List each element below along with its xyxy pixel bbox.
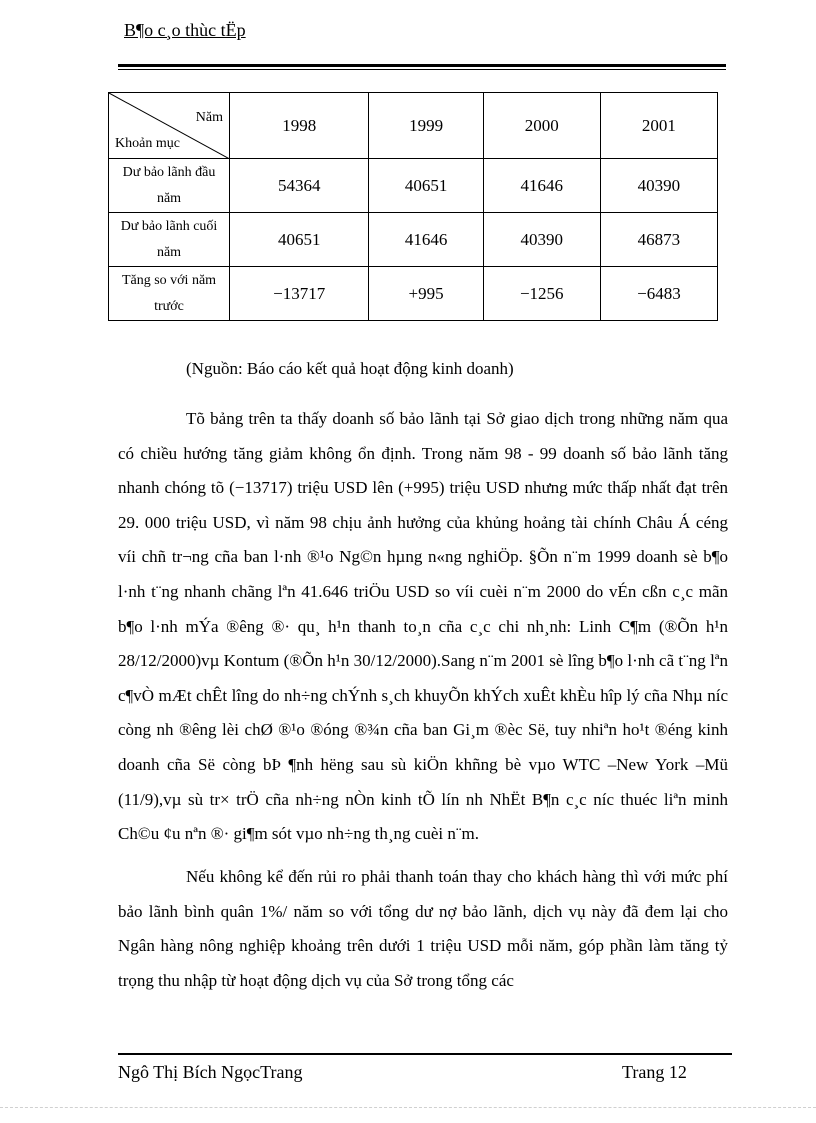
row-label: Dư bảo lãnh đầu năm: [109, 159, 230, 213]
year-header: 1999: [369, 93, 483, 159]
table-cell: −1256: [483, 267, 600, 321]
table-cell: 46873: [600, 213, 717, 267]
corner-item-label: Khoản mục: [115, 136, 180, 151]
table-cell: 40390: [600, 159, 717, 213]
table-cell: 40651: [369, 159, 483, 213]
body-paragraph-1: [118, 402, 728, 852]
body-paragraph-2: [118, 860, 728, 998]
year-header: 1998: [230, 93, 369, 159]
header-rule-thin: [118, 69, 726, 70]
table-cell: 41646: [483, 159, 600, 213]
table-cell: 54364: [230, 159, 369, 213]
guarantee-table: [108, 92, 718, 321]
table-row: [109, 213, 718, 267]
source-note: (Nguồn: Báo cáo kết quả hoạt động kinh doanh): [186, 359, 514, 378]
table-cell: −6483: [600, 267, 717, 321]
row-label: Tăng so với năm trước: [109, 267, 230, 321]
footer-page-number: Trang 12: [622, 1062, 687, 1082]
year-header: 2001: [600, 93, 717, 159]
corner-cell: [109, 93, 230, 159]
page-header-title: B¶o c¸o thùc tËp: [124, 20, 246, 40]
table-header-row: [109, 93, 718, 159]
paragraph-text: Nếu không kể đến rủi ro phải thanh toán thay cho khách hàng thì với mức phí bảo lãnh bình quân 1%/ năm so với tổng dư nợ bảo lãnh, dịch vụ này đã đem lại cho Ngân hàng nông nghiệp khoảng trên dưới 1 triệu USD mỗi năm, góp phần làm tăng tỷ trọng thu nhập từ hoạt động dịch vụ của Sở trong tổng các: [118, 867, 728, 990]
table-cell: 41646: [369, 213, 483, 267]
table-cell: −13717: [230, 267, 369, 321]
table-row: [109, 267, 718, 321]
footer-rule: [118, 1053, 732, 1055]
row-label: Dư bảo lãnh cuối năm: [109, 213, 230, 267]
page-edge: [0, 1107, 816, 1109]
header-rule-thick: [118, 64, 726, 67]
table-row: [109, 159, 718, 213]
corner-year-label: Năm: [195, 110, 223, 125]
footer-author: Ngô Thị Bích NgọcTrang: [118, 1062, 303, 1082]
table-cell: 40651: [230, 213, 369, 267]
year-header: 2000: [483, 93, 600, 159]
table-cell: +995: [369, 267, 483, 321]
paragraph-text: Tõ bảng trên ta thấy doanh số bảo lãnh tại Sở giao dịch trong những năm qua có chiều hướng tăng giảm không ổn định. Trong năm 98 - 99 doanh số bảo lãnh tăng nhanh chóng tõ (−13717) triệu USD lên (+995) triệu USD nhưng mức thấp nhất đạt trên 29. 000 triệu USD, vì năm 98 chịu ảnh hưởng của khủng hoảng tài chính Châu Á céng víi chñ tr¬ng cña ban l·nh ®¹o Ng©n hµng n«ng nghiÖp. §Õn n¨m 1999 doanh sè b¶o l·nh t¨ng nhanh chãng lªn 41.646 triÖu USD so víi cuèi n¨m 2000 do vÉn cßn c¸c mãn b¶o l·nh mÝa ®êng ®· qu¸ h¹n thanh to¸n cña c¸c chi nh¸nh: Linh C¶m (®Õn h¹n 28/12/2000)vµ Kontum (®Õn h¹n 30/12/2000).Sang n¨m 2001 sè lîng b¶o l·nh cã t¨ng lªn c¶vÒ mÆt chÊt lîng do nh÷ng chÝnh s¸ch khuyÕn khÝch xuÊt khÈu hîp lý cña Nhµ níc còng nh ®êng lèi chØ ®¹o ®óng ®¾n cña ban Gi¸m ®èc Së, tuy nhiªn ho¹t ®éng kinh doanh cña Së còng bÞ ¶nh hëng sau sù kiÖn khñng bè vµo WTC –New York –Mü (11/9),vµ sù tr× trÖ cña nh÷ng nÒn kinh tÕ lín nh NhËt B¶n c¸c níc thuéc liªn minh Ch©u ¢u nªn ®· gi¶m sót vµo nh÷ng th¸ng cuèi n¨m.: [118, 409, 728, 844]
table-cell: 40390: [483, 213, 600, 267]
